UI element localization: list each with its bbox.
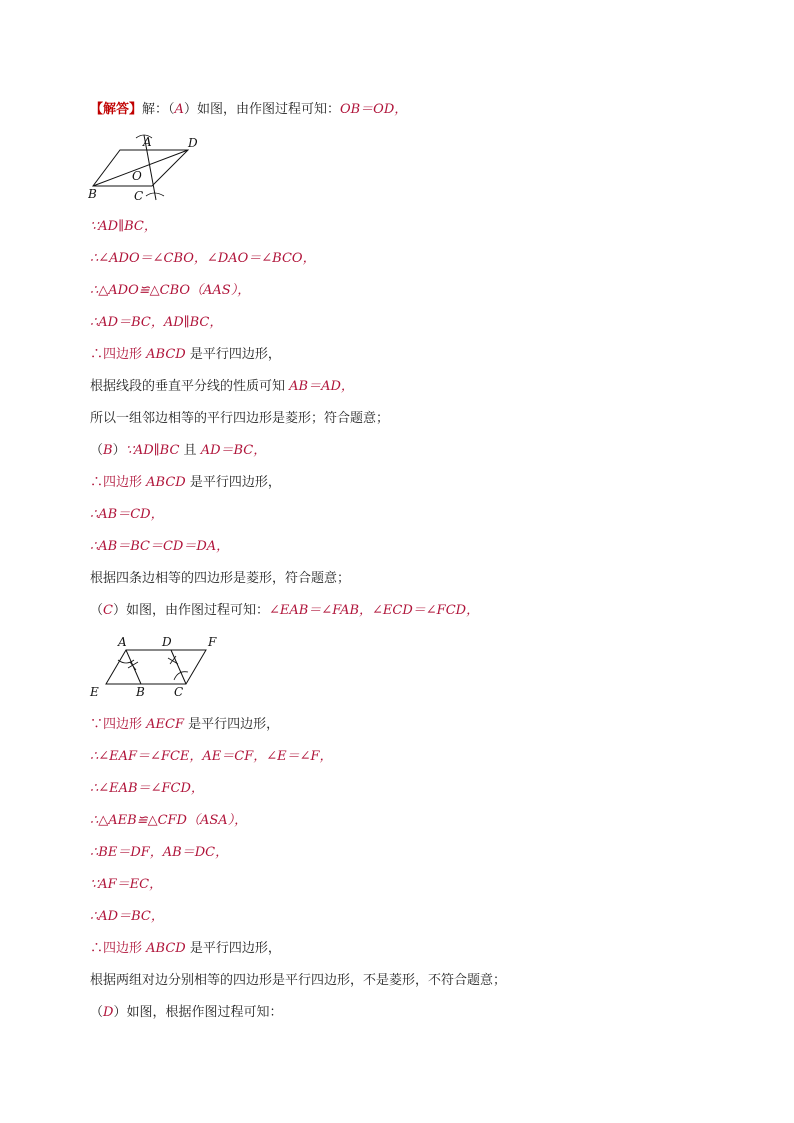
text: （ xyxy=(90,1005,104,1020)
solution-line-22 xyxy=(90,940,281,958)
text: ）如图，由作图过程可知： xyxy=(112,603,269,618)
part-label: A xyxy=(174,102,184,117)
text: 且 xyxy=(179,443,201,458)
part-label: D xyxy=(103,1005,114,1020)
solution-line-21: ∴AD＝BC， xyxy=(90,909,164,924)
solution-line-17: ∴∠EAB＝∠FCD， xyxy=(90,781,204,796)
label-d: D xyxy=(188,136,198,150)
text: ） xyxy=(112,443,126,458)
text: 是平行四边形， xyxy=(184,717,280,732)
solution-line-10 xyxy=(90,474,281,492)
math-expr: AECF xyxy=(146,717,184,732)
text: ）如图，根据作图过程可知： xyxy=(113,1005,283,1020)
figure-parallelogram-2 xyxy=(86,632,226,702)
math-expr: ∠EAB＝∠FAB，∠ECD＝∠FCD， xyxy=(268,603,480,618)
solution-line-24 xyxy=(90,1004,282,1022)
solution-line-2: ∵AD∥BC， xyxy=(90,219,157,234)
math-expr: ∵AD∥BC xyxy=(125,443,180,458)
solution-line-18: ∴△AEB≌△CFD（ASA）， xyxy=(90,813,248,828)
part-label: B xyxy=(103,443,113,458)
math-expr: OB＝OD， xyxy=(339,102,408,117)
segment-dc xyxy=(171,650,186,684)
text: ）如图，由作图过程可知： xyxy=(183,102,340,117)
cross-mark-1 xyxy=(128,662,138,670)
text: ∴四边形 xyxy=(90,347,147,362)
solution-line-12: ∴AB＝BC＝CD＝DA， xyxy=(90,539,230,554)
text: （ xyxy=(90,603,104,618)
label-f: F xyxy=(208,635,217,649)
math-expr: ABCD xyxy=(146,347,186,362)
solution-line-3: ∴∠ADO＝∠CBO，∠DAO＝∠BCO， xyxy=(90,251,316,266)
solution-line-23: 根据两组对边分别相等的四边形是平行四边形，不是菱形，不符合题意； xyxy=(90,973,507,988)
text: 是平行四边形， xyxy=(185,941,281,956)
math-expr: ABCD xyxy=(146,475,186,490)
solution-line-15 xyxy=(90,716,279,734)
text: （ xyxy=(168,102,175,117)
solution-line-7 xyxy=(90,378,354,396)
solution-line-20: ∵AF＝EC， xyxy=(90,877,163,892)
label-a: A xyxy=(143,135,152,149)
label-c: C xyxy=(174,685,184,699)
math-expr: AB＝AD， xyxy=(289,379,354,394)
label-a: A xyxy=(118,635,127,649)
text: 根据线段的垂直平分线的性质可知 xyxy=(90,379,290,394)
part-label: C xyxy=(103,603,113,618)
solution-line-8: 所以一组邻边相等的平行四边形是菱形；符合题意； xyxy=(90,411,390,426)
cross-mark-2 xyxy=(168,656,178,664)
label-o: O xyxy=(132,169,142,183)
text: 是平行四边形， xyxy=(185,475,281,490)
solution-line-5: ∴AD＝BC，AD∥BC， xyxy=(90,315,223,330)
answer-tag: 【解答】 xyxy=(90,102,143,117)
parallelogram-aecf xyxy=(106,650,206,684)
solution-line-4: ∴△ADO≌△CBO（AAS）， xyxy=(90,283,251,298)
math-expr: AD＝BC， xyxy=(200,443,267,458)
text: 是平行四边形， xyxy=(185,347,281,362)
solution-line-16: ∴∠EAF＝∠FCE，AE＝CF，∠E＝∠F， xyxy=(90,749,333,764)
text: ∵四边形 xyxy=(90,717,147,732)
text: ∴四边形 xyxy=(90,475,147,490)
solution-line-13: 根据四条边相等的四边形是菱形，符合题意； xyxy=(90,571,351,586)
solution-line-14 xyxy=(90,602,479,620)
label-b: B xyxy=(136,685,145,699)
label-d: D xyxy=(162,635,172,649)
solution-line-11: ∴AB＝CD， xyxy=(90,507,164,522)
solution-line-6 xyxy=(90,346,281,364)
label-e: E xyxy=(90,685,99,699)
math-expr: ABCD xyxy=(146,941,186,956)
label-b: B xyxy=(88,187,97,201)
solve-label: 解： xyxy=(142,102,169,117)
text: ∴四边形 xyxy=(90,941,147,956)
label-c: C xyxy=(134,189,144,203)
figure-parallelogram-1 xyxy=(88,130,208,205)
solution-line-19: ∴BE＝DF，AB＝DC， xyxy=(90,845,229,860)
solution-line-9 xyxy=(90,442,266,460)
text: （ xyxy=(90,443,104,458)
solution-line-1 xyxy=(90,101,407,119)
